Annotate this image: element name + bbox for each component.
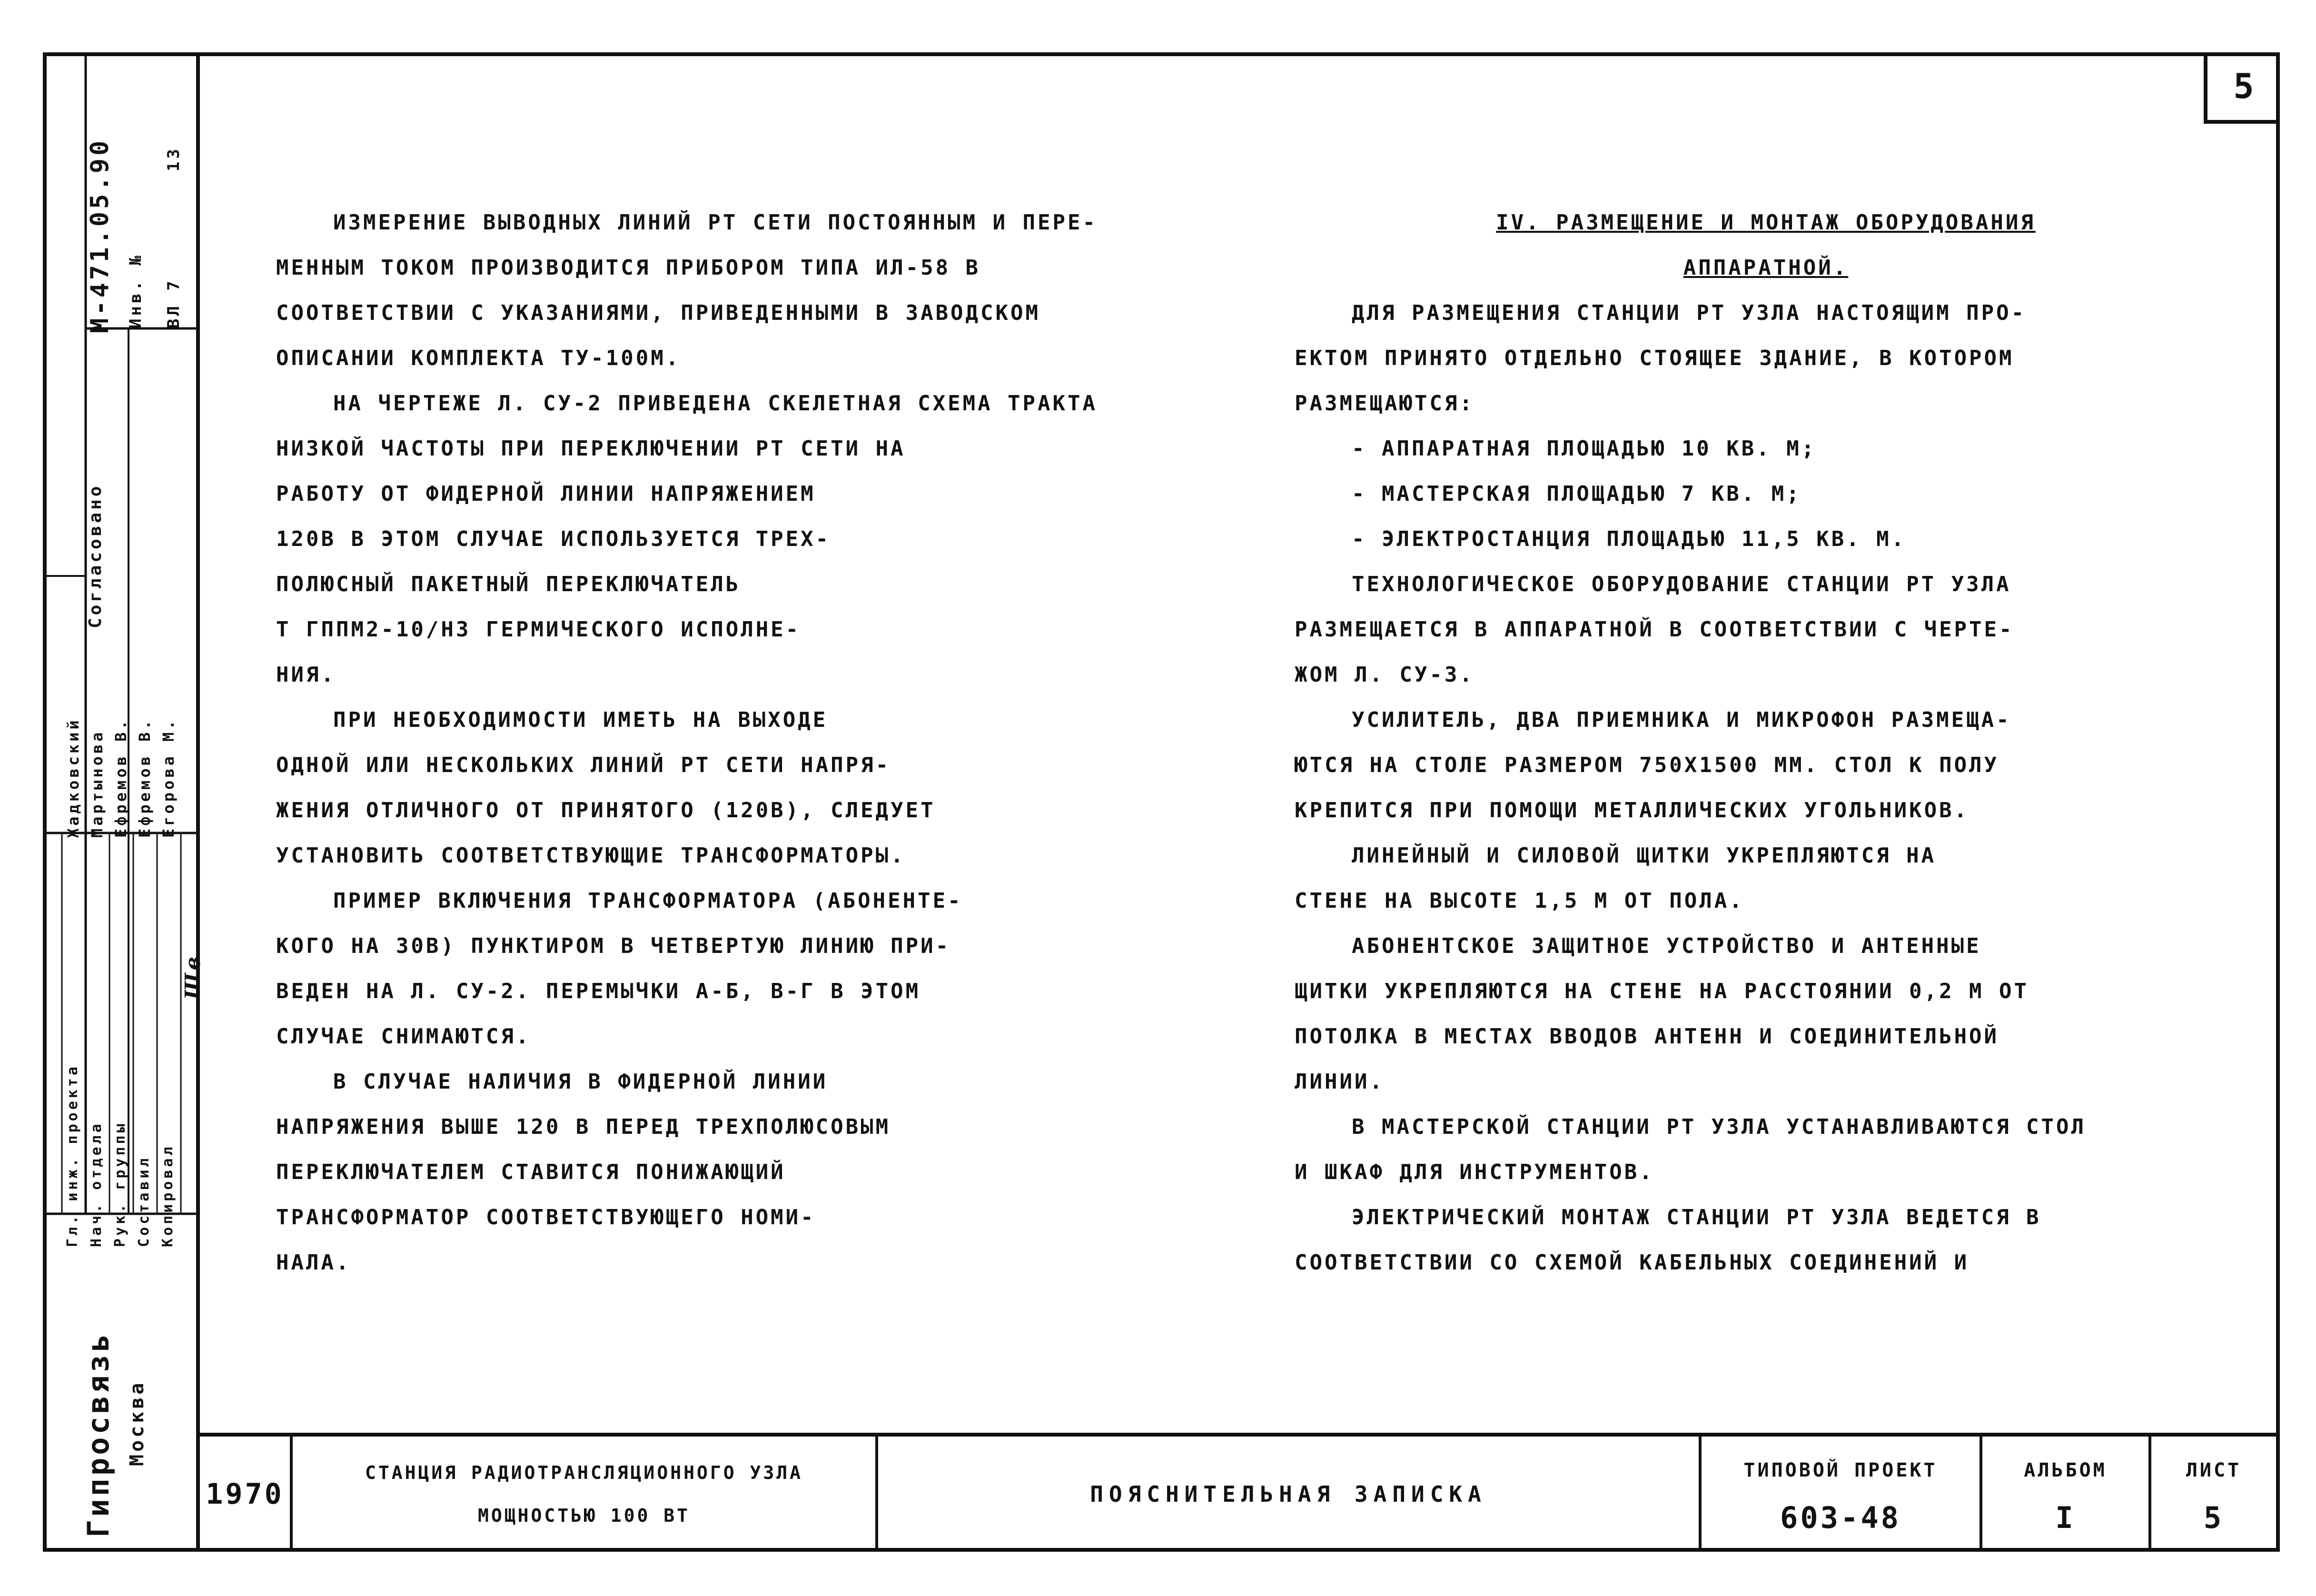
text-line: ВЕДЕН НА Л. СУ-2. ПЕРЕМЫЧКИ А-Б, В-Г В ЭТОМ bbox=[276, 979, 921, 1003]
project-label: ТИПОВОЙ ПРОЕКТ bbox=[1743, 1459, 1938, 1481]
text-line: ЩИТКИ УКРЕПЛЯЮТСЯ НА СТЕНЕ НА РАССТОЯНИИ 0,2 М ОТ bbox=[1295, 979, 2029, 1003]
text-line: НИЗКОЙ ЧАСТОТЫ ПРИ ПЕРЕКЛЮЧЕНИИ РТ СЕТИ НА bbox=[276, 436, 906, 461]
city-name: Москва bbox=[126, 1380, 148, 1466]
text-line: СЛУЧАЕ СНИМАЮТСЯ. bbox=[276, 1024, 531, 1049]
text-line: ДЛЯ РАЗМЕЩЕНИЯ СТАНЦИИ РТ УЗЛА НАСТОЯЩИМ ПРО- bbox=[1352, 301, 2027, 325]
text-line: НАЛА. bbox=[276, 1250, 351, 1275]
album-label: АЛЬБОМ bbox=[2024, 1459, 2107, 1481]
text-line: СТЕНЕ НА ВЫСОТЕ 1,5 М ОТ ПОЛА. bbox=[1295, 889, 1744, 913]
name-3: Ефремов В. bbox=[112, 717, 130, 838]
inv-label: Инв. № bbox=[126, 253, 145, 328]
text-line: СООТВЕТСТВИИ СО СХЕМОЙ КАБЕЛЬНЫХ СОЕДИНЕНИЙ И bbox=[1295, 1250, 1970, 1275]
sheet-cell bbox=[2151, 1437, 2276, 1552]
text-line: СООТВЕТСТВИИ С УКАЗАНИЯМИ, ПРИВЕДЕННЫМИ В ЗАВОДСКОМ bbox=[276, 301, 1041, 325]
text-line: ЖЕНИЯ ОТЛИЧНОГО ОТ ПРИНЯТОГО (120В), СЛЕДУЕТ bbox=[276, 798, 936, 823]
text-line: И ШКАФ ДЛЯ ИНСТРУМЕНТОВ. bbox=[1295, 1160, 1654, 1184]
doc-code: М-471.05.90 bbox=[86, 138, 114, 333]
sheet-label: ЛИСТ bbox=[2186, 1459, 2242, 1481]
year-cell bbox=[200, 1437, 293, 1552]
name-2: Мартынова bbox=[88, 729, 106, 838]
sheet-number: 5 bbox=[2203, 1500, 2224, 1535]
doc-title-cell bbox=[878, 1437, 1702, 1552]
text-line: КОГО НА 30В) ПУНКТИРОМ В ЧЕТВЕРТУЮ ЛИНИЮ ПРИ- bbox=[276, 934, 951, 958]
role-chief-engineer: Гл. инж. проекта bbox=[64, 1064, 81, 1247]
name-1: Жадковский bbox=[64, 717, 82, 838]
text-line: - МАСТЕРСКАЯ ПЛОЩАДЬЮ 7 КВ. М; bbox=[1352, 482, 1801, 506]
object-name-line1: СТАНЦИЯ РАДИОТРАНСЛЯЦИОННОГО УЗЛА bbox=[365, 1462, 803, 1483]
text-line: ТРАНСФОРМАТОР СООТВЕТСТВУЮЩЕГО НОМИ- bbox=[276, 1205, 816, 1229]
object-name-line2: МОЩНОСТЬЮ 100 ВТ bbox=[477, 1505, 691, 1526]
sheet-count: 13 bbox=[164, 146, 183, 171]
name-5: Егорова М. bbox=[159, 717, 178, 838]
text-line: ОДНОЙ ИЛИ НЕСКОЛЬКИХ ЛИНИЙ РТ СЕТИ НАПРЯ- bbox=[276, 753, 891, 777]
text-line: ЮТСЯ НА СТОЛЕ РАЗМЕРОМ 750Х1500 ММ. СТОЛ К ПОЛУ bbox=[1295, 753, 1999, 777]
text-line: ЛИНИИ. bbox=[1295, 1070, 1385, 1094]
role-dept-head: Нач. отдела bbox=[88, 1121, 105, 1247]
name-4: Ефремов В. bbox=[136, 717, 154, 838]
text-line: НА ЧЕРТЕЖЕ Л. СУ-2 ПРИВЕДЕНА СКЕЛЕТНАЯ СХЕМА ТРАКТА bbox=[333, 391, 1098, 416]
text-line: ПОТОЛКА В МЕСТАХ ВВОДОВ АНТЕНН И СОЕДИНИТЕЛЬНОЙ bbox=[1295, 1024, 1999, 1049]
text-line: ЕКТОМ ПРИНЯТО ОТДЕЛЬНО СТОЯЩЕЕ ЗДАНИЕ, В КОТОРОМ bbox=[1295, 346, 2014, 370]
project-number: 603-48 bbox=[1780, 1500, 1901, 1535]
project-cell bbox=[1702, 1437, 1982, 1552]
sheet-ref: ВЛ 7 bbox=[164, 278, 183, 328]
text-line: ПРИ НЕОБХОДИМОСТИ ИМЕТЬ НА ВЫХОДЕ bbox=[333, 708, 828, 732]
text-line: РАЗМЕЩАЮТСЯ: bbox=[1295, 391, 1475, 416]
text-line: ОПИСАНИИ КОМПЛЕКТА ТУ-100М. bbox=[276, 346, 681, 370]
doc-title: ПОЯСНИТЕЛЬНАЯ ЗАПИСКА bbox=[1090, 1481, 1487, 1507]
text-line: ИЗМЕРЕНИЕ ВЫВОДНЫХ ЛИНИЙ РТ СЕТИ ПОСТОЯННЫМ И ПЕРЕ- bbox=[333, 210, 1098, 235]
text-line: РАБОТУ ОТ ФИДЕРНОЙ ЛИНИИ НАПРЯЖЕНИЕМ bbox=[276, 482, 816, 506]
text-line: АБОНЕНТСКОЕ ЗАЩИТНОЕ УСТРОЙСТВО И АНТЕННЫЕ bbox=[1352, 934, 1981, 958]
text-line: УСИЛИТЕЛЬ, ДВА ПРИЕМНИКА И МИКРОФОН РАЗМЕЩА- bbox=[1352, 708, 2011, 732]
album-cell bbox=[1982, 1437, 2151, 1552]
text-line: ПРИМЕР ВКЛЮЧЕНИЯ ТРАНСФОРМАТОРА (АБОНЕНТЕ- bbox=[333, 889, 963, 913]
object-name-cell bbox=[293, 1437, 878, 1552]
page-number-box bbox=[2204, 52, 2280, 124]
text-line: ЛИНЕЙНЫЙ И СИЛОВОЙ ЩИТКИ УКРЕПЛЯЮТСЯ НА bbox=[1352, 843, 1937, 868]
role-group-lead: Рук. группы bbox=[112, 1121, 129, 1247]
text-line: РАЗМЕЩАЕТСЯ В АППАРАТНОЙ В СООТВЕТСТВИИ С ЧЕРТЕ- bbox=[1295, 617, 2014, 642]
role-copied: Копировал bbox=[159, 1144, 176, 1247]
text-line: НИЯ. bbox=[276, 663, 336, 687]
text-line: Т ГППМ2-10/Н3 ГЕРМИЧЕСКОГО ИСПОЛНЕ- bbox=[276, 617, 801, 642]
text-line: ПЕРЕКЛЮЧАТЕЛЕМ СТАВИТСЯ ПОНИЖАЮЩИЙ bbox=[276, 1160, 786, 1184]
text-line: - АППАРАТНАЯ ПЛОЩАДЬЮ 10 КВ. М; bbox=[1352, 436, 1817, 461]
text-line: В МАСТЕРСКОЙ СТАНЦИИ РТ УЗЛА УСТАНАВЛИВАЮТСЯ СТОЛ bbox=[1352, 1115, 2087, 1139]
signature: Шв bbox=[181, 953, 205, 1000]
page-number: 5 bbox=[2233, 66, 2254, 106]
side-stamp-grid bbox=[43, 52, 200, 1552]
role-compiled: Составил bbox=[136, 1155, 152, 1247]
text-line: В СЛУЧАЕ НАЛИЧИЯ В ФИДЕРНОЙ ЛИНИИ bbox=[333, 1070, 828, 1094]
text-line: УСТАНОВИТЬ СООТВЕТСТВУЮЩИЕ ТРАНСФОРМАТОРЫ. bbox=[276, 843, 906, 868]
section-subheading: АППАРАТНОЙ. bbox=[1683, 256, 1849, 280]
album-number: I bbox=[2055, 1500, 2076, 1535]
org-name: Гипросвязь bbox=[81, 1331, 116, 1537]
year: 1970 bbox=[206, 1477, 284, 1511]
text-line: ЭЛЕКТРИЧЕСКИЙ МОНТАЖ СТАНЦИИ РТ УЗЛА ВЕДЕТСЯ В bbox=[1352, 1205, 2041, 1229]
text-line: ПОЛЮСНЫЙ ПАКЕТНЫЙ ПЕРЕКЛЮЧАТЕЛЬ bbox=[276, 572, 741, 596]
section-heading: IV. РАЗМЕЩЕНИЕ И МОНТАЖ ОБОРУДОВАНИЯ bbox=[1496, 210, 2036, 235]
text-line: КРЕПИТСЯ ПРИ ПОМОЩИ МЕТАЛЛИЧЕСКИХ УГОЛЬНИКОВ. bbox=[1295, 798, 1970, 823]
right-text-column bbox=[1295, 200, 2237, 1285]
text-line: МЕННЫМ ТОКОМ ПРОИЗВОДИТСЯ ПРИБОРОМ ТИПА ИЛ-58 В bbox=[276, 256, 981, 280]
text-line: 120В В ЭТОМ СЛУЧАЕ ИСПОЛЬЗУЕТСЯ ТРЕХ- bbox=[276, 527, 831, 551]
title-block bbox=[200, 1433, 2280, 1552]
left-text-column bbox=[276, 200, 1209, 1285]
agreed-label: Согласовано bbox=[86, 483, 105, 628]
text-line: ТЕХНОЛОГИЧЕСКОЕ ОБОРУДОВАНИЕ СТАНЦИИ РТ УЗЛА bbox=[1352, 572, 2011, 596]
text-line: НАПРЯЖЕНИЯ ВЫШЕ 120 В ПЕРЕД ТРЕХПОЛЮСОВЫМ bbox=[276, 1115, 891, 1139]
text-line: ЖОМ Л. СУ-3. bbox=[1295, 663, 1475, 687]
text-line: - ЭЛЕКТРОСТАНЦИЯ ПЛОЩАДЬЮ 11,5 КВ. М. bbox=[1352, 527, 1907, 551]
